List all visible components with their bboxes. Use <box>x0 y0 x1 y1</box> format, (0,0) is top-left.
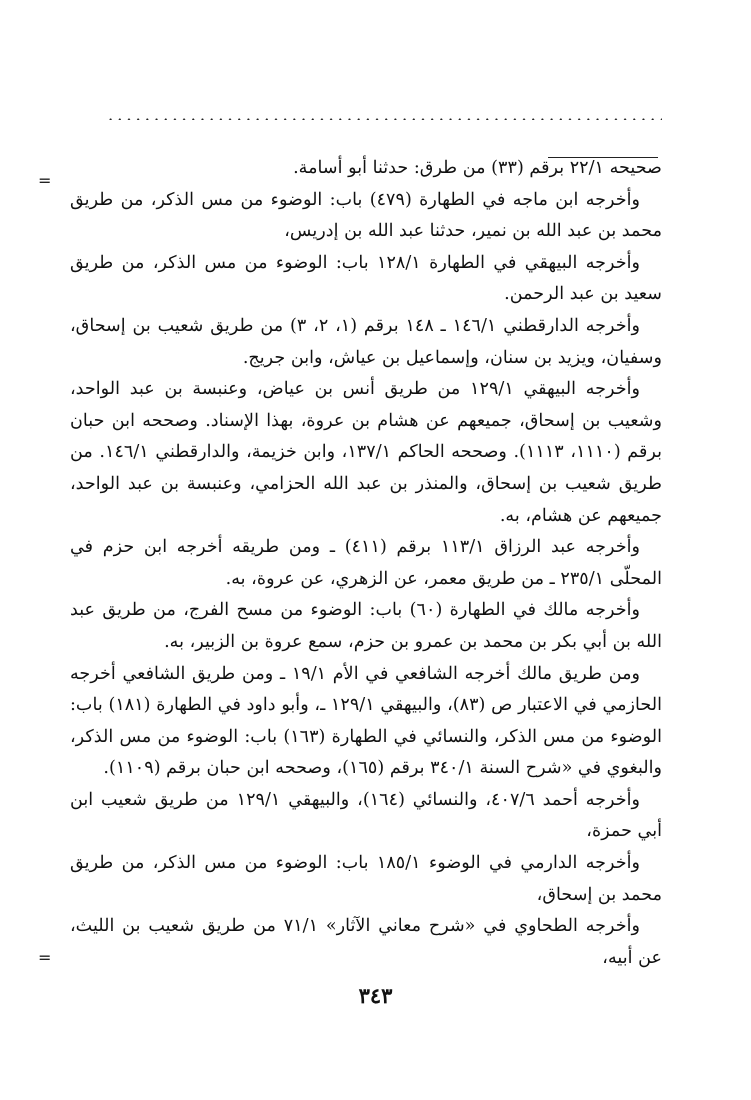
footnote-paragraph: وأخرجه مالك في الطهارة (٦٠) باب: الوضوء من مسح الفرج، من طريق عبد الله بن أبي بكر بن محمد بن عمرو بن حزم، سمع عروة بن الزبير، به. <box>70 600 662 652</box>
footnote-paragraph: وأخرجه الدارقطني ١٤٦/١ ـ ١٤٨ برقم (١، ٢، ٣) من طريق شعيب بن إسحاق، وسفيان، ويزيد بن سنان، وإسماعيل بن عياش، وابن جريج. <box>70 315 662 368</box>
footnote-paragraph: ومن طريق مالك أخرجه الشافعي في الأم ١٩/١ ـ ومن طريق الشافعي أخرجه الحازمي في الاعتبار ص (٨٣)، والبيهقي ١٢٩/١ ـ، وأبو داود في الطهارة (١٨١) باب: الوضوء من مس الذكر، والنسائي في الطهارة (١٦٣) باب: الوضوء من مس الذكر، والبغوي في «شرح السنة ٣٤٠/١ برقم (١٦٥)، وصححه ابن حبان برقم (١١٠٩). <box>70 663 662 779</box>
margin-mark-bottom: = <box>38 948 52 967</box>
footnote-paragraph: وأخرجه ابن ماجه في الطهارة (٤٧٩) باب: الوضوء من مس الذكر، من طريق محمد بن عبد الله بن نمير، حدثنا عبد الله بن إدريس، <box>70 189 662 242</box>
footnotes-block <box>70 153 662 974</box>
footnote-paragraph: صحيحه ٢٢/١ برقم (٣٣) من طرق: حدثنا أبو أسامة. <box>293 158 662 178</box>
footnote-paragraph: وأخرجه الدارمي في الوضوء ١٨٥/١ باب: الوضوء من مس الذكر، من طريق محمد بن إسحاق، <box>70 853 662 905</box>
footnote-paragraph: وأخرجه أحمد ٤٠٧/٦، والنسائي (١٦٤)، والبيهقي ١٢٩/١ من طريق شعيب ابن أبي حمزة، <box>70 789 662 842</box>
margin-mark-top: = <box>38 171 52 190</box>
footnote-paragraph: وأخرجه البيهقي في الطهارة ١٢٨/١ باب: الوضوء من مس الذكر، من طريق سعيد بن عبد الرحمن. <box>70 252 662 305</box>
footnote-paragraph: وأخرجه البيهقي ١٢٩/١ من طريق أنس بن عياض، وعنبسة بن عبد الواحد، وشعيب بن إسحاق، جميعهم عن هشام بن عروة، بهذا الإسناد. وصححه ابن حبان برقم (١١١٠، ١١١٣). وصححه الحاكم ١٣٧/١، وابن خزيمة، والدارقطني ١٤٦/١. من طريق شعيب بن إسحاق، والمنذر بن عبد الله الحزامي، وعنبسة بن عبد الواحد، جميعهم عن هشام، به. <box>70 379 662 526</box>
page-number: ٣٤٣ <box>358 983 393 1008</box>
footnote-paragraph: وأخرجه الطحاوي في «شرح معاني الآثار» ٧١/١ من طريق شعيب بن الليث، عن أبيه، <box>70 916 662 968</box>
footnote-paragraph: وأخرجه عبد الرزاق ١١٣/١ برقم (٤١١) ـ ومن طريقه أخرجه ابن حزم في المحلّى ٢٣٥/١ ـ من طريق معمر، عن الزهري، عن عروة، به. <box>70 537 662 589</box>
dotted-separator <box>106 118 662 120</box>
